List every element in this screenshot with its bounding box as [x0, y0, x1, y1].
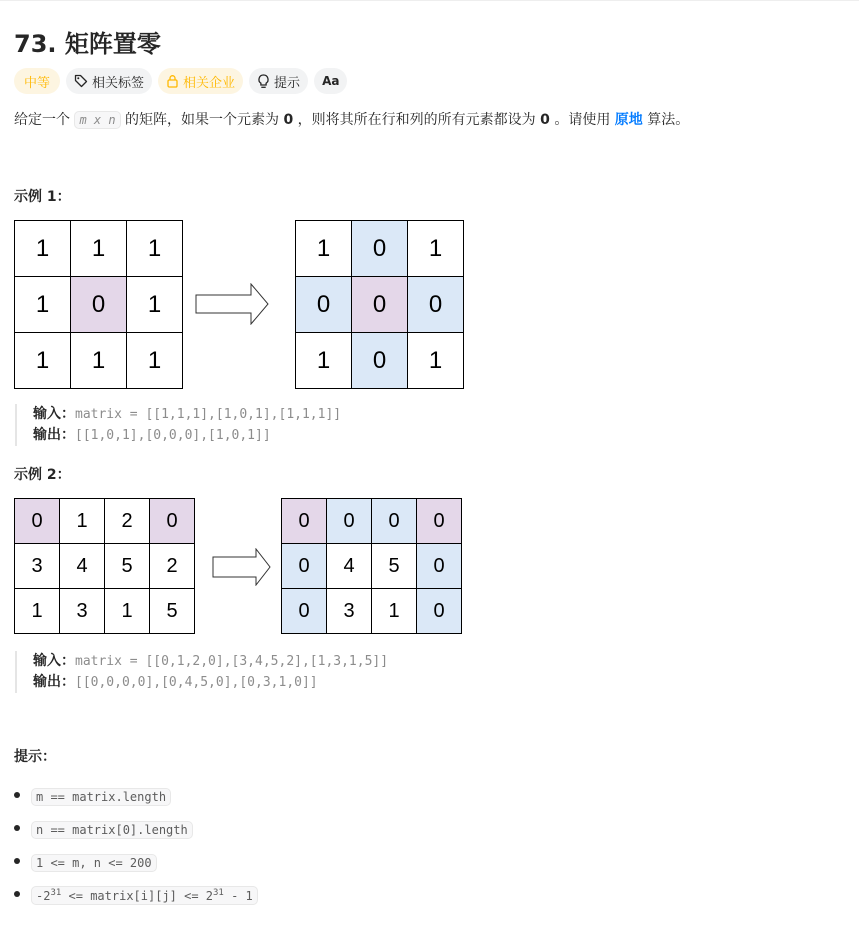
output-value: [[1,0,1],[0,0,0],[1,0,1]]: [75, 428, 271, 443]
example-1-input-matrix: [14, 220, 183, 389]
matrix-cell: 1: [127, 221, 183, 277]
tag-icon: [74, 74, 88, 88]
matrix-cell-zero: 0: [417, 499, 462, 544]
matrix-cell: 1: [127, 333, 183, 389]
matrix-cell: 5: [372, 544, 417, 589]
matrix-cell: 1: [15, 221, 71, 277]
constraint-code: [31, 886, 258, 905]
top-divider: [0, 0, 859, 1]
list-item: [14, 813, 258, 846]
matrix-cell: 1: [296, 221, 352, 277]
matrix-cell: 1: [15, 277, 71, 333]
desc-code: m x n: [74, 111, 120, 129]
matrix-cell-zeroed: 0: [408, 277, 464, 333]
input-value: matrix = [[0,1,2,0],[3,4,5,2],[1,3,1,5]]: [75, 654, 389, 669]
input-label: 输入：: [33, 653, 75, 669]
example-2-output-matrix: [281, 498, 462, 634]
difficulty-badge[interactable]: 中等: [14, 68, 60, 94]
problem-description: [14, 110, 689, 130]
lock-icon: [166, 74, 179, 88]
list-item: [14, 846, 258, 879]
right-arrow-icon: [212, 548, 272, 586]
constraints-list: [14, 780, 258, 912]
matrix-cell: 1: [15, 333, 71, 389]
matrix-cell: 5: [150, 589, 195, 634]
font-size-icon: Aa: [322, 74, 340, 88]
matrix-cell: 1: [105, 589, 150, 634]
matrix-cell: 1: [408, 221, 464, 277]
desc-bold: 0: [540, 112, 550, 128]
matrix-cell: 3: [60, 589, 105, 634]
page-title: 73. 矩阵置零: [14, 30, 161, 58]
companies-tag-button[interactable]: [158, 68, 243, 94]
right-arrow-icon: [195, 283, 270, 325]
example-2-io: [15, 651, 388, 693]
matrix-cell: 1: [372, 589, 417, 634]
matrix-cell: 3: [327, 589, 372, 634]
matrix-cell: 1: [127, 277, 183, 333]
desc-text: 的矩阵，如果一个元素为: [120, 112, 284, 128]
desc-bold: 0: [283, 112, 294, 128]
example-1-io: [15, 404, 341, 446]
example-2-input-matrix: [14, 498, 195, 634]
matrix-cell-zero: 0: [150, 499, 195, 544]
topics-tag-label: 相关标签: [92, 75, 145, 91]
output-value: [[0,0,0,0],[0,4,5,0],[0,3,1,0]]: [75, 675, 318, 690]
constraint-text: <= matrix[i][j] <= 2: [61, 889, 214, 903]
matrix-cell: 2: [105, 499, 150, 544]
desc-text: 。请使用: [549, 112, 615, 128]
matrix-cell: 1: [71, 221, 127, 277]
matrix-cell: 1: [408, 333, 464, 389]
matrix-cell-zeroed: 0: [372, 499, 417, 544]
matrix-cell-zeroed: 0: [282, 544, 327, 589]
constraint-text: -2: [36, 889, 51, 903]
matrix-cell-zeroed: 0: [417, 544, 462, 589]
output-label: 输出：: [33, 427, 75, 443]
matrix-cell: 1: [60, 499, 105, 544]
output-label: 输出：: [33, 674, 75, 690]
matrix-cell-zero: 0: [15, 499, 60, 544]
desc-text: 算法。: [642, 112, 690, 128]
matrix-cell: 5: [105, 544, 150, 589]
matrix-cell-zeroed: 0: [282, 589, 327, 634]
example-1-output-matrix: [295, 220, 464, 389]
exponent: 31: [213, 888, 224, 898]
matrix-cell-zero: 0: [282, 499, 327, 544]
constraint-text: - 1: [223, 889, 253, 903]
input-label: 输入：: [33, 406, 75, 422]
tag-bar: [14, 68, 347, 94]
hint-button[interactable]: [249, 68, 308, 94]
input-value: matrix = [[1,1,1],[1,0,1],[1,1,1]]: [75, 407, 342, 422]
hint-label: 提示: [274, 75, 301, 91]
companies-tag-label: 相关企业: [183, 75, 236, 91]
lightbulb-icon: [257, 74, 270, 89]
matrix-cell: 2: [150, 544, 195, 589]
matrix-cell: 4: [60, 544, 105, 589]
font-size-button[interactable]: [314, 68, 347, 94]
topics-tag-button[interactable]: [66, 68, 152, 94]
desc-text: 给定一个: [14, 112, 75, 128]
matrix-cell-zero: 0: [352, 277, 408, 333]
matrix-cell-zeroed: 0: [327, 499, 372, 544]
constraint-code: m == matrix.length: [31, 788, 171, 806]
list-item: [14, 780, 258, 813]
constraint-code: 1 <= m, n <= 200: [31, 854, 157, 872]
matrix-cell-zeroed: 0: [417, 589, 462, 634]
matrix-cell-zeroed: 0: [352, 221, 408, 277]
matrix-cell: 3: [15, 544, 60, 589]
matrix-cell: 1: [15, 589, 60, 634]
matrix-cell: 1: [296, 333, 352, 389]
desc-text: ，则将其所在行和列的所有元素都设为: [293, 112, 541, 128]
in-place-link[interactable]: 原地: [614, 112, 643, 128]
example-2-title: 示例 2：: [14, 467, 71, 483]
matrix-cell-zeroed: 0: [352, 333, 408, 389]
matrix-cell-zero: 0: [71, 277, 127, 333]
matrix-cell: 4: [327, 544, 372, 589]
exponent: 31: [50, 888, 62, 898]
constraint-code: n == matrix[0].length: [31, 821, 193, 839]
list-item: [14, 879, 258, 912]
example-1-title: 示例 1：: [14, 189, 71, 205]
matrix-cell: 1: [71, 333, 127, 389]
matrix-cell-zeroed: 0: [296, 277, 352, 333]
constraints-title: 提示：: [14, 749, 56, 765]
